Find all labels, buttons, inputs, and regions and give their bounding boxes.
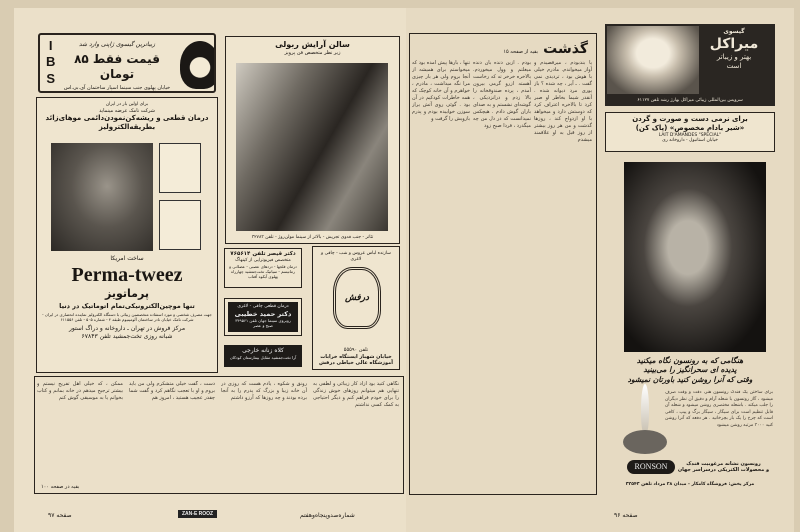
ronson-ad <box>605 356 775 496</box>
miracle-brand: میراکل <box>709 35 759 52</box>
perma-headline: درمان قطعی و ریشه‌کن‌نمودن‌دائمی موهای‌زائد <box>45 113 209 122</box>
dr-ghaysar-ad <box>224 248 302 288</box>
lait-line1: برای نرمی دست و صورت و گردن <box>632 115 748 123</box>
bottom-article <box>34 376 404 494</box>
article-column: ممکن ، که خیلی اهل تفریح نیستم و بیشتر ترجیح میدهم در خانه بمانم و کتاب بخوانم یا به موسیقی گوش کنم <box>37 381 123 401</box>
woman-lighter-photo <box>624 162 766 352</box>
ronson-head2: پدیده ای سحرانگیز را می‌بینید <box>643 365 737 375</box>
ibs-letter: S <box>46 70 56 86</box>
miracle-line2: است <box>726 61 742 70</box>
ibs-letter: I <box>48 38 53 53</box>
kolah-sub: آرا تخت‌جمشید مقابل بیمارستان کودکان <box>229 354 297 360</box>
salon-title: سالن آرایش ربولی <box>275 40 350 49</box>
miracle-kicker: گیسوی <box>723 28 745 35</box>
salon-photo <box>236 63 388 231</box>
perma-sales2: شبانه روزی تخت‌جمشید تلفن ۶۷۸۴۳ <box>81 332 173 340</box>
perma-small: جهت مصرف شخصی و مورد استفاده متخصصین زیبائی با دستگاه الکترولیز نماینده انحصاری در ایران - شرکت نامک خیابان نادر ساختمان آلومینیوم طبقه ۴ - شماره ۵۰۵ - تلفن ۶۱۱۵۵۶ <box>42 312 212 323</box>
ronson-tag2: و محصولات الکتریکی درسراسر جهان <box>677 467 770 474</box>
salon-subtitle: زیر نظر متخصص فن پرویز <box>284 50 341 56</box>
kolah-ad <box>224 345 302 367</box>
article-column: بودم . ازین دنده بان دنده میغلتم و وول میخوردم. بالاخره خرخر ته که رخاست آهسته ازرو گرمی بیرون آمدم ، پرده صندوقخانه را بالا زدم و درانزدیکی ، گوشه‌ای نشستم و به صدای باران گوش دادم . هیچکس نمیدانست که در دل من چه میگذرد ، فردا صبح زود <box>473 60 531 129</box>
salon-ad <box>225 36 400 244</box>
article-column: رونق و شکوه ، یادم هست که روزی در آن خانه زیبا و بزرگ که پدرم را به آنجا برده بودند و چه روزها که آرزو داشتم <box>221 381 307 401</box>
ronson-head1: هنگامی که به رونسون نگاه میکنید <box>636 356 744 365</box>
khatibi-line4: صبح و عصر <box>253 322 273 328</box>
page-number: صفحه ۹۷ <box>48 512 72 519</box>
blonde-woman-photo <box>607 26 699 94</box>
ibs-wig-ad <box>38 33 216 93</box>
ronson-head3: وقتی که آنرا روشن کنید باورتان نمیشود <box>627 374 753 384</box>
perma-headline2: بطریقه‌الکترولیز <box>98 122 156 131</box>
perma-sales: مرکز فروش در تهران ـ داروخانه و دراگ استور <box>68 325 186 333</box>
kolah-title: کلاه زنانه خارجی <box>242 347 284 354</box>
derafsh-ad <box>312 246 400 370</box>
dr-khatibi-ad <box>224 298 302 336</box>
miracle-wig-ad <box>605 24 775 106</box>
tweezer-illustration <box>159 143 201 193</box>
miracle-line1: بهتر و زیباتر <box>716 53 752 61</box>
article-column: پا بندبودم ، میرقصیدم و آواز میخواندم. مادرم خیلی با هوش بود ، تردیدی نمی گفت . ـ آیر ، چه شده ؟ باز پوری مرد دیوانه شده . آنقدر شیما بخاطر او صبر کرد تا بالاخره اعتراف کرد که دوستش دارد و میخواهد با او ازدواج کند ، روزها گذشت و من هر روز بیشتر از روز قبل به او علاقمند میشدم <box>534 60 592 143</box>
perma-kicker2: شرکت نامک عرضه مینماید <box>99 107 155 114</box>
ronson-tag1: رونسون نشانه مرغوبیت فندک <box>686 461 761 467</box>
ibs-price: قیمت فقط ۸۵ تومان <box>74 51 160 81</box>
derafsh-address2: آموزشگاه عالی خیاطی درفش <box>318 359 393 366</box>
article-title: گذشت <box>543 41 588 57</box>
ghaysar-title: دکتر قیصر تلفن ۷۶۵۶۱۴ <box>230 251 296 257</box>
magazine-logo: ZAN-E ROOZ <box>178 510 217 518</box>
ibs-line: زیباترین گیسوی ژاپنی وارد شد <box>78 41 156 48</box>
khatibi-line1: درمان قطعی چاقی - لاغری <box>237 304 289 309</box>
lighter-illustration <box>623 430 667 454</box>
derafsh-phone: تلفن ۵۵۵۹۰ <box>343 347 369 354</box>
derafsh-address: خیابان شهباز ایستگاه خرابات <box>320 353 392 360</box>
derafsh-arc: سازنده لباس عروس و شب - چاقی و لاغری <box>321 251 391 262</box>
ghaysar-body: درمان فلجها - دردهای عصبی - عضلانی و رماتیسم - سیاتیک تخت‌جمشید چهارراه پهلوی آبکوه آفتاب <box>229 263 297 279</box>
article-column: نگاهی کنید بود ازاد کار زیبائی و لطفی به تنهایی هم میتوانم روزهای خوش زندگی را برای خودم فراهم کنم و دیگر احتیاجی به کمک کسی نداشتم <box>313 381 399 408</box>
derafsh-logo: درفش <box>344 293 370 303</box>
khatibi-line3: روبروی سینما جهان تلفن ۳۴۹۵۶۱ <box>235 317 291 323</box>
article-column: دست ، گفت خیلی متشکرم ولی من باید بروم و او با تعجب نگاهم کرد و گفت شما چقدر عجیب هستید ، امروز هم <box>129 381 215 401</box>
lait-latin: LAIT D'AMANDES "SPECIAL" <box>658 132 722 138</box>
tweezer-illustration <box>159 200 201 250</box>
miracle-footer: سرویس بین‌المللی زیبائی میراکل بهارژ رشد تلفن ۶۱۱۲۷ <box>637 98 743 104</box>
ronson-logo: RONSON <box>627 460 675 474</box>
wig-illustration <box>180 41 216 89</box>
perma-tagline: تنها موچین‌الکترونیکی‌تمام اتوماتیک در دنیا <box>59 302 195 311</box>
ghaysar-sub: متخصص فیزیوتراپی از کپنهاگ <box>235 257 291 263</box>
ibs-address: خیابان پهلوی جنب سینما اسپار ساختمان آی.بی.اس <box>63 84 171 91</box>
perma-kicker: برای اولین بار در ایران <box>105 102 149 107</box>
gozasht-article <box>409 33 597 495</box>
ronson-body: برای ساختن یک فندک رونسون هنر، دقت و وقت صرف میشود ، گاز رونسون با شعله آرام و دقیق آن نظر دیگران را جلب میکند . باشعله مختصری روشن میشود و شعله آن قابل تنظیم است برای سیگار ، سیگار برگ و پیپ ، کافی است که چرخ را یک بار بچرخانید . هر دفعه که آنرا روشن کنید ۳۰۰۰ مرتبه روشن میشود <box>665 390 773 428</box>
article-column: تنها ، بارها پیش آمده بود که میخواستم برای همیشه از آنجا بروم ولی هر بار چیزی مرا نگه میداشت ، مادرم ، خواهرم و آن خانه کوچک که همه خاطرات کودکیم در آن بود . گوئی روی آتش یراز سوزن خوابیده بودم و پدرم بازویش را گرفت و <box>412 60 470 122</box>
lait-amandes-ad <box>605 112 775 152</box>
woman-photo <box>51 143 153 251</box>
khatibi-name: دکتر حمید خطیبی <box>234 309 292 318</box>
lait-address: خیابان استانبول - داروخانه ری <box>662 138 718 144</box>
salon-caption: تئاتر - جنب فدوی تجریش - بالاتر از سینما مولن‌روژ - تلفن ۳۲۷۸۳ <box>251 235 374 241</box>
issue-number: شماره‌صدوپنجاه‌وهفتم <box>300 512 355 519</box>
perma-tweez-ad <box>36 97 218 373</box>
perma-brand: Perma-tweez <box>71 263 183 286</box>
made-in: ساخت امریکا <box>110 255 144 262</box>
lighter-flame-icon <box>641 384 649 434</box>
page-number: صفحه ۹۶ <box>614 512 638 519</box>
ornamental-frame <box>333 267 381 329</box>
article-subtitle: بقیه از صفحه ۱۵ <box>503 49 539 55</box>
lait-line2: «شیر بادام مخصوص» (پاک کن) <box>635 123 745 132</box>
continued-note: بقیه در صفحه ۱۰۰ <box>41 484 80 490</box>
ronson-dealer: مرکز پخش: فروشگاه کامکار - میدان ۲۸ مرداد تلفن ۳۲۵۴۳ <box>625 482 755 487</box>
perma-brand-fa: پرماتویز <box>105 286 149 300</box>
ibs-letter: B <box>46 54 56 70</box>
